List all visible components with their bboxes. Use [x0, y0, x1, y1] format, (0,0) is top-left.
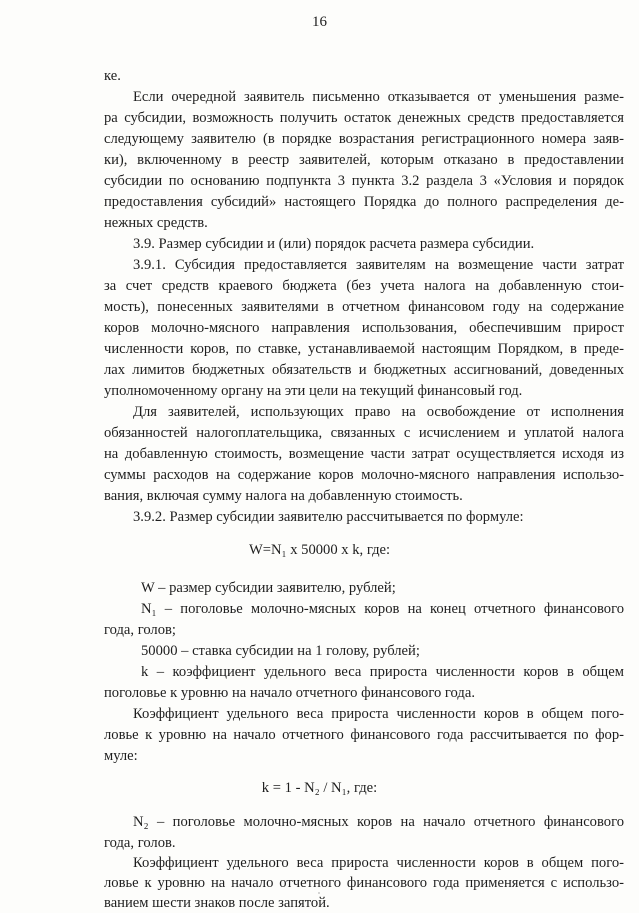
- text-line: субсидии по основанию подпункта 3 пункта 3.2 раздела 3 «Условия и порядок: [104, 173, 624, 189]
- text-line: 50000 – ставка субсидии на 1 голову, рублей;: [141, 643, 420, 659]
- text-line: следующему заявителю (в порядке возрастания регистрационного номера заяв-: [104, 131, 624, 147]
- formula-subsidy: W=N₁ x 50000 x k, где:: [248, 542, 391, 558]
- text-line: лах лимитов бюджетных обязательств и бюджетных ассигнований, доведенных: [104, 362, 624, 378]
- text-line: нежных средств.: [104, 215, 208, 231]
- text-line: численности коров, по ставке, устанавливаемой настоящим Порядком, в преде-: [104, 341, 624, 357]
- text-line: предоставления субсидий» настоящего Порядка до полного распределения де-: [104, 194, 624, 210]
- scan-mark: [318, 892, 320, 894]
- text-line: ловье к уровню на начало отчетного финансового года рассчитывается по фор-: [104, 727, 624, 743]
- text-line: Коэффициент удельного веса прироста численности коров в общем пого-: [133, 855, 624, 871]
- text-line: муле:: [104, 748, 138, 764]
- text-line: вания, включая сумму налога на добавленную стоимость.: [104, 488, 463, 504]
- text-line: Для заявителей, использующих право на освобождение от исполнения: [133, 404, 624, 420]
- text-line: 3.9.1. Субсидия предоставляется заявителям на возмещение части затрат: [133, 257, 624, 273]
- text-line: ванием шести знаков после запятой.: [104, 895, 330, 911]
- page-number: 16: [312, 14, 327, 30]
- text-line: N₁ – поголовье молочно-мясных коров на конец отчетного финансового: [141, 601, 624, 617]
- text-line: суммы расходов на содержание коров молочно-мясного направления использо-: [104, 467, 624, 483]
- text-line: ра субсидии, возможность получить остаток денежных средств предоставляется: [104, 110, 624, 126]
- text-line: уполномоченному органу на эти цели на текущий финансовый год.: [104, 383, 523, 399]
- text-line: W – размер субсидии заявителю, рублей;: [141, 580, 396, 596]
- text-line: Коэффициент удельного веса прироста численности коров в общем пого-: [133, 706, 624, 722]
- formula-coefficient: k = 1 - N₂ / N₁, где:: [261, 780, 378, 796]
- text-line: ловье к уровню на начало отчетного финансового года применяется с использо-: [104, 875, 624, 891]
- text-line: коров молочно-мясного направления использования, обеспечившим прирост: [104, 320, 624, 336]
- text-line: года, голов;: [104, 622, 176, 638]
- text-line: 3.9.2. Размер субсидии заявителю рассчитывается по формуле:: [133, 509, 524, 525]
- text-line: k – коэффициент удельного веса прироста численности коров в общем: [141, 664, 624, 680]
- section-heading: 3.9. Размер субсидии и (или) порядок расчета размера субсидии.: [133, 236, 535, 252]
- text-line: обязанностей налогоплательщика, связанных с исчислением и уплатой налога: [104, 425, 624, 441]
- text-line: года, голов.: [104, 835, 176, 851]
- text-line: поголовье к уровню на начало отчетного финансового года.: [104, 685, 475, 701]
- text-line: мость), понесенных заявителями в отчетном финансовом году на содержание: [104, 299, 624, 315]
- text-line: ке.: [104, 68, 121, 84]
- text-line: на добавленную стоимость, возмещение части затрат осуществляется исходя из: [104, 446, 624, 462]
- text-line: Если очередной заявитель письменно отказывается от уменьшения разме-: [133, 89, 624, 105]
- text-line: N₂ – поголовье молочно-мясных коров на начало отчетного финансового: [133, 814, 624, 830]
- text-line: за счет средств краевого бюджета (без учета налога на добавленную стои-: [104, 278, 624, 294]
- text-line: ки), включенному в реестр заявителей, которым отказано в предоставлении: [104, 152, 624, 168]
